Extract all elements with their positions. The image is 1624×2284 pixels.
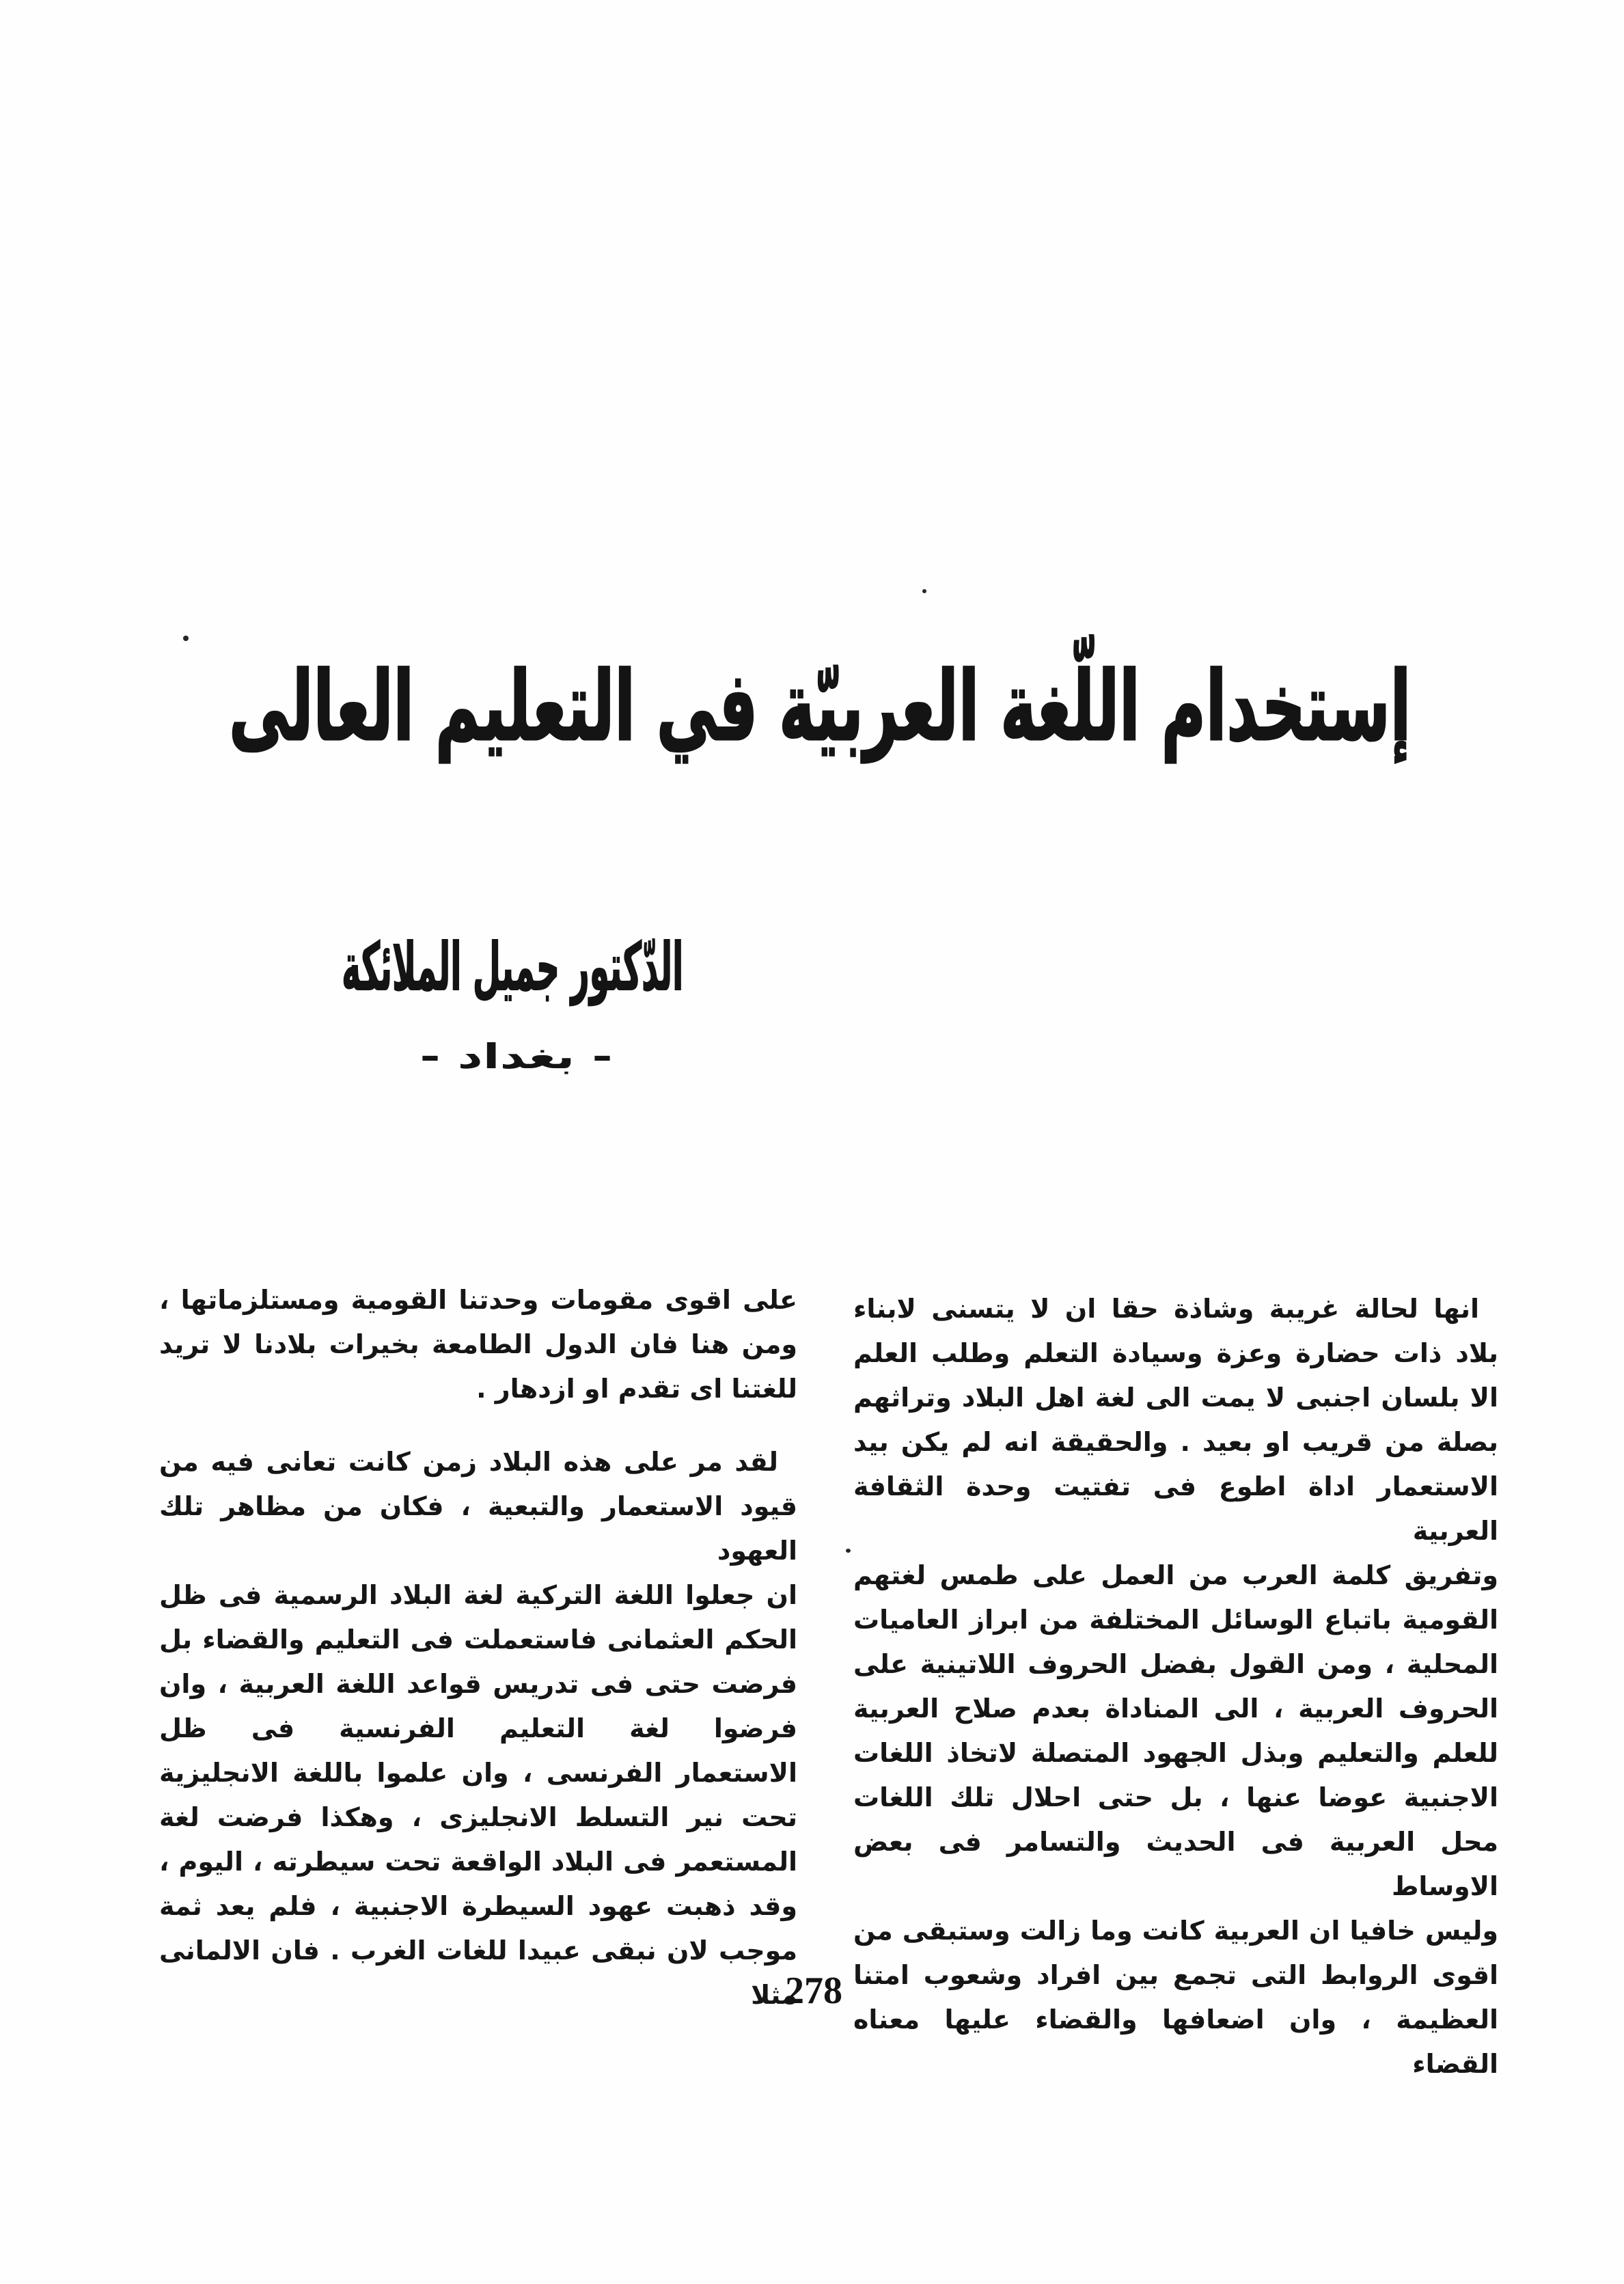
article-title-box <box>229 615 1411 800</box>
text-column-right <box>853 1287 1498 2086</box>
text-line: ان جعلوا اللغة التركية لغة البلاد الرسمية فى ظل <box>159 1580 797 1610</box>
text-line: للعلم والتعليم وبذل الجهود المتصلة لاتخاذ اللغات <box>853 1738 1498 1768</box>
text-line: القومية باتباع الوسائل المختلفة من ابراز العاميات <box>853 1605 1498 1635</box>
paragraph <box>159 1278 797 1411</box>
text-line: وليس خافيا ان العربية كانت وما زالت وستبقى من <box>853 1916 1498 1946</box>
scan-speck <box>846 1549 851 1553</box>
text-line: موجب لان نبقى عبيدا للغات الغرب . فان الالمانى مثلا <box>159 1935 797 2010</box>
text-line: وقد ذهبت عهود السيطرة الاجنبية ، فلم يعد ثمة <box>159 1891 797 1921</box>
text-line: لقد مر على هذه البلاد زمن كانت تعانى فيه من <box>159 1447 778 1477</box>
text-line: تحت نير التسلط الانجليزى ، وهكذا فرضت لغة <box>159 1802 797 1832</box>
paragraph <box>853 1287 1498 2086</box>
text-line: بصلة من قريب او بعيد . والحقيقة انه لم يكن بيد <box>853 1427 1498 1457</box>
text-line: فرضوا لغة التعليم الفرنسية فى ظل <box>159 1713 797 1743</box>
text-line: ومن هنا فان الدول الطامعة بخيرات بلادنا لا تريد <box>159 1329 797 1359</box>
text-line: المحلية ، ومن القول بفضل الحروف اللاتينية على <box>853 1649 1498 1679</box>
paragraph <box>159 1440 797 2017</box>
text-line: انها لحالة غريبة وشاذة حقا ان لا يتسنى لابناء <box>853 1294 1479 1324</box>
text-line: اقوى الروابط التى تجمع بين افراد وشعوب امتنا <box>853 1960 1498 1990</box>
text-line: الاستعمار اداة اطوع فى تفتيت وحدة الثقافة العربية <box>853 1471 1498 1546</box>
text-line: وتفريق كلمة العرب من العمل على طمس لغتهم <box>853 1560 1498 1590</box>
text-line: محل العربية فى الحديث والتسامر فى بعض الاوساط <box>853 1827 1498 1901</box>
text-line: الحروف العربية ، الى المناداة بعدم صلاح العربية <box>853 1694 1498 1724</box>
author-box <box>342 909 683 1025</box>
text-line: قيود الاستعمار والتبعية ، فكان من مظاهر تلك العهود <box>159 1491 797 1566</box>
author-location: - بغداد - <box>419 1036 612 1076</box>
text-line: الا بلسان اجنبى لا يمت الى لغة اهل البلاد وتراثهم <box>853 1383 1498 1413</box>
text-line: بلاد ذات حضارة وعزة وسيادة التعلم وطلب العلم <box>853 1338 1498 1368</box>
text-line: الحكم العثمانى فاستعملت فى التعليم والقضاء بل <box>159 1624 797 1655</box>
text-line: المستعمر فى البلاد الواقعة تحت سيطرته ، اليوم ، <box>159 1847 797 1877</box>
text-line: الاجنبية عوضا عنها ، بل حتى احلال تلك اللغات <box>853 1782 1498 1812</box>
page-number: 278 <box>785 1970 842 2012</box>
article-title: إستخدام اللّغة العربيّة في التعليم العالى <box>228 651 1412 763</box>
text-line: للغتنا اى تقدم او ازدهار . <box>476 1374 797 1404</box>
text-column-left <box>159 1278 797 2017</box>
text-line: الاستعمار الفرنسى ، وان علموا باللغة الانجليزية <box>159 1758 797 1788</box>
author-name: الدّكتور جميل الملائكة <box>341 928 684 1005</box>
text-line: فرضت حتى فى تدريس قواعد اللغة العربية ، وان <box>159 1669 797 1699</box>
text-line: على اقوى مقومات وحدتنا القومية ومستلزماتها ، <box>159 1285 797 1315</box>
text-line: العظيمة ، وان اضعافها والقضاء عليها معناه القضاء <box>853 2004 1498 2079</box>
scan-speck <box>922 589 926 593</box>
author-location-box <box>417 1031 615 1083</box>
scan-speck <box>183 636 189 641</box>
